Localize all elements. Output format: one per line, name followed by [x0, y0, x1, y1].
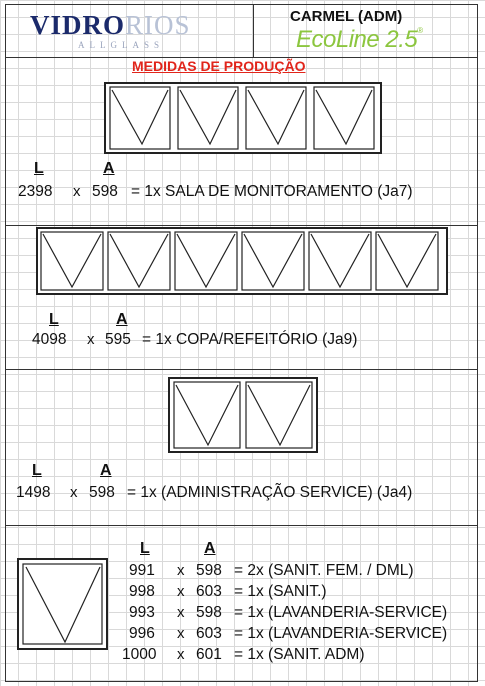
page-title: MEDIDAS DE PRODUÇÃO — [132, 58, 306, 74]
width-header: L — [32, 462, 42, 479]
window-drawing — [36, 227, 448, 295]
times-sign: x — [177, 562, 185, 579]
width-header: L — [34, 160, 44, 177]
height-header: A — [204, 540, 216, 557]
measure-width: 991 — [129, 562, 155, 579]
measure-height: 601 — [196, 646, 222, 663]
measure-width: 998 — [129, 583, 155, 600]
times-sign: x — [87, 331, 95, 348]
product-name: EcoLine 2.5 — [296, 26, 418, 53]
measure-height: 598 — [196, 562, 222, 579]
height-header: A — [116, 311, 128, 328]
measure-height: 595 — [105, 331, 131, 348]
measure-description: = 1x (SANIT. ADM) — [234, 646, 365, 663]
measure-width: 996 — [129, 625, 155, 642]
times-sign: x — [73, 183, 81, 200]
measure-width: 1498 — [16, 484, 51, 501]
divider — [5, 225, 478, 226]
width-header: L — [49, 311, 59, 328]
logo-text: RIOS — [125, 10, 191, 40]
measure-height: 598 — [89, 484, 115, 501]
measure-description: = 1x (SANIT.) — [234, 583, 327, 600]
measure-width: 2398 — [18, 183, 53, 200]
logo-text: VIDRO — [30, 10, 126, 40]
measure-height: 598 — [196, 604, 222, 621]
height-header: A — [100, 462, 112, 479]
measure-width: 1000 — [122, 646, 157, 663]
window-drawing — [168, 377, 318, 453]
times-sign: x — [70, 484, 78, 501]
measure-height: 598 — [92, 183, 118, 200]
measure-width: 4098 — [32, 331, 67, 348]
measure-description: = 1x (LAVANDERIA-SERVICE) — [234, 604, 448, 621]
divider — [253, 4, 254, 57]
times-sign: x — [177, 646, 185, 663]
measure-description: = 2x (SANIT. FEM. / DML) — [234, 562, 414, 579]
measure-height: 603 — [196, 583, 222, 600]
measure-description: = 1x COPA/REFEITÓRIO (Ja9) — [142, 331, 358, 348]
times-sign: x — [177, 583, 185, 600]
times-sign: x — [177, 625, 185, 642]
client-name: CARMEL (ADM) — [290, 8, 403, 25]
width-header: L — [140, 540, 150, 557]
times-sign: x — [177, 604, 185, 621]
product-logo — [296, 26, 423, 54]
logo-subtitle: ALLGLASS — [78, 40, 165, 50]
divider — [5, 369, 478, 370]
height-header: A — [103, 160, 115, 177]
window-drawing — [104, 82, 382, 154]
measure-description: = 1x (LAVANDERIA-SERVICE) — [234, 625, 448, 642]
measure-description: = 1x (ADMINISTRAÇÃO SERVICE) (Ja4) — [127, 484, 413, 501]
registered-mark: ® — [417, 26, 423, 35]
company-logo — [30, 10, 230, 58]
measure-width: 993 — [129, 604, 155, 621]
divider — [5, 525, 478, 526]
measure-description: = 1x SALA DE MONITORAMENTO (Ja7) — [131, 183, 413, 200]
window-drawing — [17, 558, 108, 650]
measure-height: 603 — [196, 625, 222, 642]
